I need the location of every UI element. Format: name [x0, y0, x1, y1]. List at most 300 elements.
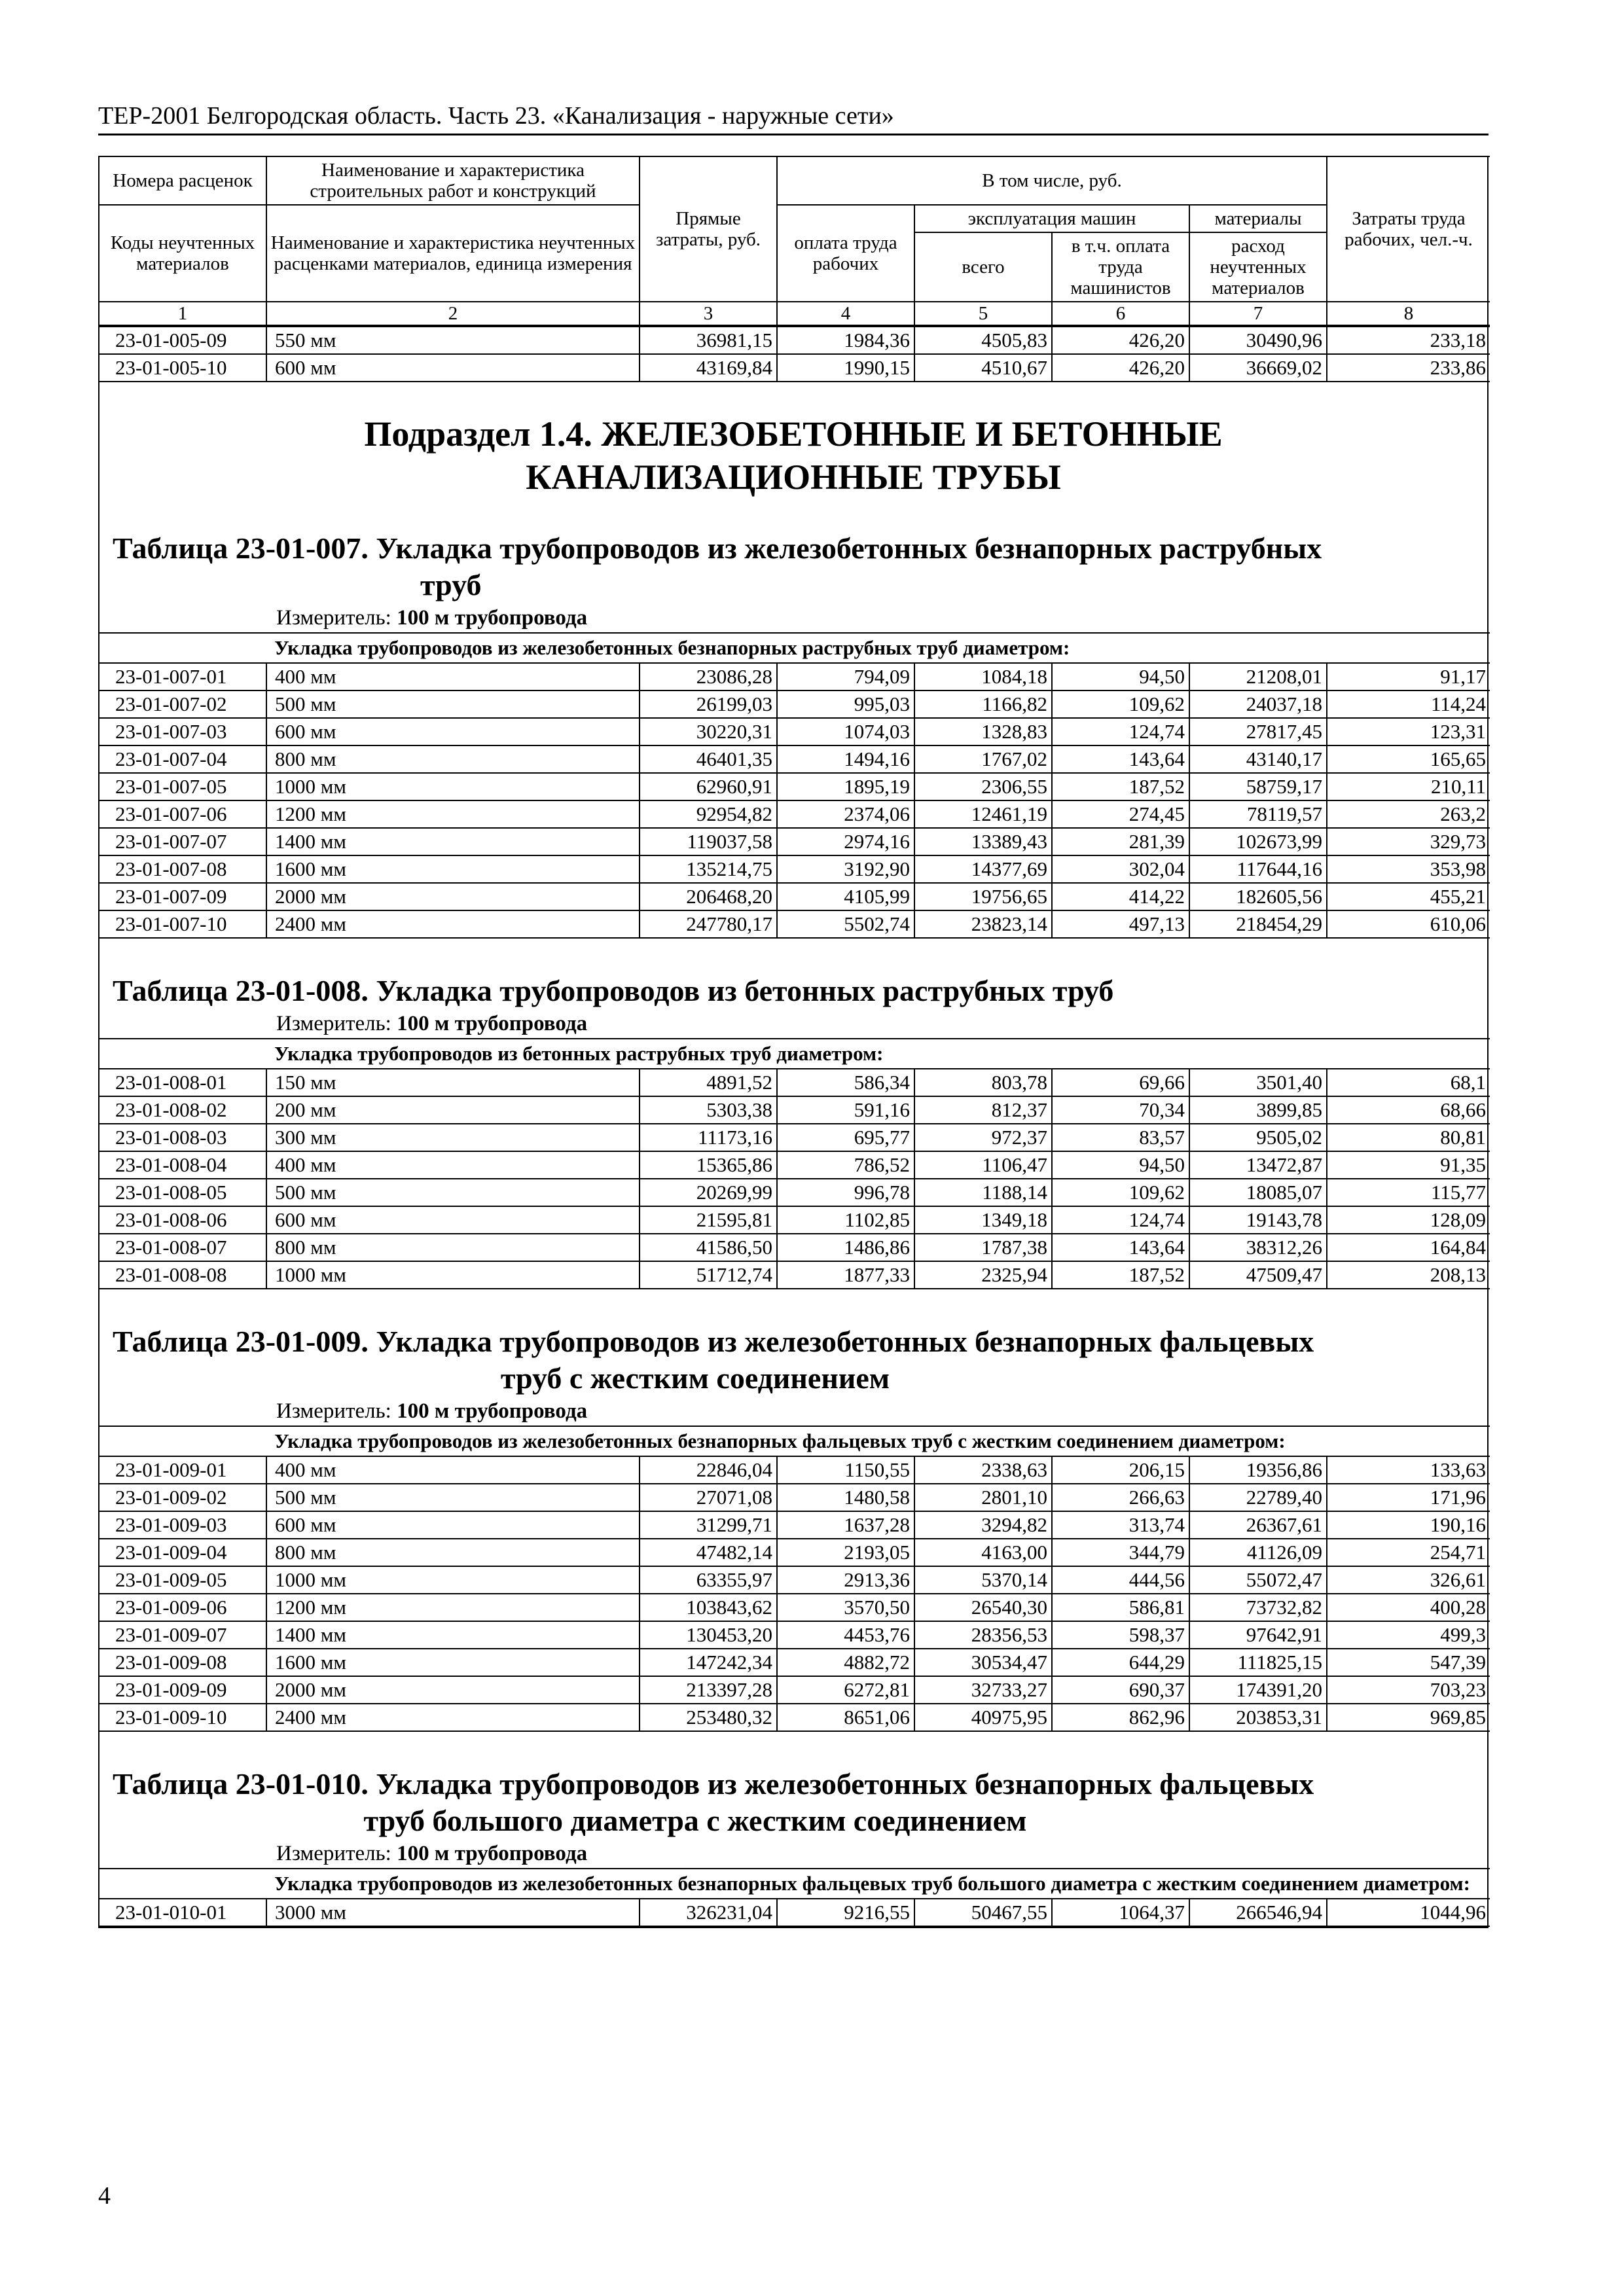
materials-cell: 13472,87: [1189, 1151, 1327, 1179]
table-row: [99, 1124, 1490, 1151]
table-title-line: Таблица 23-01-009. Укладка трубопроводов из железобетонных безнапорных фальцевых: [113, 1325, 1314, 1358]
rate-code-cell: 23-01-008-01: [99, 1069, 266, 1096]
materials-cell: 182605,56: [1189, 883, 1327, 910]
machines-total-cell: 13389,43: [914, 828, 1052, 855]
materials-cell: 24037,18: [1189, 691, 1327, 718]
direct-costs-cell: 27071,08: [640, 1484, 777, 1511]
materials-cell: 78119,57: [1189, 800, 1327, 828]
col-index: 7: [1189, 302, 1327, 325]
table-row: [99, 663, 1490, 691]
materials-cell: 111825,15: [1189, 1649, 1327, 1676]
operator-pay-cell: 274,45: [1052, 800, 1189, 828]
table-row: [99, 745, 1490, 773]
direct-costs-cell: 21595,81: [640, 1206, 777, 1234]
table-title-line: Таблица 23-01-010. Укладка трубопроводов из железобетонных безнапорных фальцевых: [113, 1767, 1314, 1801]
direct-costs-cell: 47482,14: [640, 1539, 777, 1566]
machines-total-cell: 28356,53: [914, 1621, 1052, 1649]
col-header-material-codes: Коды неучтенных материалов: [99, 205, 266, 302]
labor-hours-cell: 91,35: [1327, 1151, 1490, 1179]
labor-hours-cell: 164,84: [1327, 1234, 1490, 1261]
group-row-spacer: [99, 1869, 266, 1899]
table-title: [99, 1754, 1487, 1839]
worker-pay-cell: 1984,36: [777, 327, 914, 354]
materials-cell: 19356,86: [1189, 1456, 1327, 1484]
col-header-material-name: Наименование и характеристика неучтенных расценками материалов, единица измерения: [266, 205, 640, 302]
materials-cell: 55072,47: [1189, 1566, 1327, 1594]
direct-costs-cell: 51712,74: [640, 1261, 777, 1289]
worker-pay-cell: 1480,58: [777, 1484, 914, 1511]
diameter-cell: 2400 мм: [266, 1704, 640, 1731]
machines-total-cell: 40975,95: [914, 1704, 1052, 1731]
operator-pay-cell: 644,29: [1052, 1649, 1189, 1676]
machines-total-cell: 32733,27: [914, 1676, 1052, 1704]
operator-pay-cell: 69,66: [1052, 1069, 1189, 1096]
table-row: [99, 883, 1490, 910]
labor-hours-cell: 329,73: [1327, 828, 1490, 855]
operator-pay-cell: 187,52: [1052, 1261, 1189, 1289]
machines-total-cell: 3294,82: [914, 1511, 1052, 1539]
machines-total-cell: 5370,14: [914, 1566, 1052, 1594]
direct-costs-cell: 206468,20: [640, 883, 777, 910]
materials-cell: 3501,40: [1189, 1069, 1327, 1096]
direct-costs-cell: 46401,35: [640, 745, 777, 773]
direct-costs-cell: 22846,04: [640, 1456, 777, 1484]
machines-total-cell: 4505,83: [914, 327, 1052, 354]
worker-pay-cell: 1637,28: [777, 1511, 914, 1539]
diameter-cell: 600 мм: [266, 718, 640, 745]
operator-pay-cell: 94,50: [1052, 663, 1189, 691]
labor-hours-cell: 210,11: [1327, 773, 1490, 800]
table-row: [99, 1649, 1490, 1676]
diameter-cell: 400 мм: [266, 1151, 640, 1179]
rate-code-cell: 23-01-008-04: [99, 1151, 266, 1179]
labor-hours-cell: 610,06: [1327, 910, 1490, 938]
worker-pay-cell: 1486,86: [777, 1234, 914, 1261]
table-title-line: Таблица 23-01-008. Укладка трубопроводов из бетонных раструбных труб: [113, 974, 1114, 1007]
group-row-spacer: [99, 1426, 266, 1456]
machines-total-cell: 812,37: [914, 1096, 1052, 1124]
diameter-cell: 500 мм: [266, 1484, 640, 1511]
section-title: [99, 382, 1487, 518]
table-row: [99, 1456, 1490, 1484]
measure-unit: [99, 1397, 1487, 1426]
rate-code-cell: 23-01-005-09: [99, 327, 266, 354]
rate-table: [99, 632, 1490, 939]
table-row: [99, 354, 1490, 382]
rate-code-cell: 23-01-009-01: [99, 1456, 266, 1484]
diameter-cell: 550 мм: [266, 327, 640, 354]
direct-costs-cell: 36981,15: [640, 327, 777, 354]
labor-hours-cell: 455,21: [1327, 883, 1490, 910]
worker-pay-cell: 1990,15: [777, 354, 914, 382]
direct-costs-cell: 26199,03: [640, 691, 777, 718]
operator-pay-cell: 426,20: [1052, 354, 1189, 382]
labor-hours-cell: 114,24: [1327, 691, 1490, 718]
labor-hours-cell: 165,65: [1327, 745, 1490, 773]
rate-code-cell: 23-01-009-03: [99, 1511, 266, 1539]
diameter-cell: 600 мм: [266, 1511, 640, 1539]
rate-code-cell: 23-01-009-05: [99, 1566, 266, 1594]
col-header-material-consumption: расход неучтенных материалов: [1189, 232, 1327, 302]
worker-pay-cell: 5502,74: [777, 910, 914, 938]
operator-pay-cell: 83,57: [1052, 1124, 1189, 1151]
operator-pay-cell: 70,34: [1052, 1096, 1189, 1124]
rate-code-cell: 23-01-007-04: [99, 745, 266, 773]
materials-cell: 218454,29: [1189, 910, 1327, 938]
machines-total-cell: 1106,47: [914, 1151, 1052, 1179]
rate-code-cell: 23-01-008-07: [99, 1234, 266, 1261]
machines-total-cell: 1166,82: [914, 691, 1052, 718]
measure-unit-label: Измеритель:: [276, 1842, 391, 1865]
rate-code-cell: 23-01-007-06: [99, 800, 266, 828]
rate-code-cell: 23-01-009-04: [99, 1539, 266, 1566]
machines-total-cell: 803,78: [914, 1069, 1052, 1096]
diameter-cell: 2000 мм: [266, 883, 640, 910]
labor-hours-cell: 68,1: [1327, 1069, 1490, 1096]
materials-cell: 19143,78: [1189, 1206, 1327, 1234]
column-header-table: [99, 156, 1490, 326]
direct-costs-cell: 253480,32: [640, 1704, 777, 1731]
worker-pay-cell: 2193,05: [777, 1539, 914, 1566]
worker-pay-cell: 8651,06: [777, 1704, 914, 1731]
col-index: 1: [99, 302, 266, 325]
table-title-line: труб с жестким соединением: [500, 1361, 890, 1395]
labor-hours-cell: 263,2: [1327, 800, 1490, 828]
table-row: [99, 1151, 1490, 1179]
diameter-cell: 800 мм: [266, 1539, 640, 1566]
machines-total-cell: 26540,30: [914, 1594, 1052, 1621]
table-row: [99, 1704, 1490, 1731]
operator-pay-cell: 444,56: [1052, 1566, 1189, 1594]
diameter-cell: 200 мм: [266, 1096, 640, 1124]
rate-code-cell: 23-01-008-06: [99, 1206, 266, 1234]
direct-costs-cell: 5303,38: [640, 1096, 777, 1124]
diameter-cell: 1200 мм: [266, 1594, 640, 1621]
machines-total-cell: 4510,67: [914, 354, 1052, 382]
group-heading: Укладка трубопроводов из железобетонных безнапорных фальцевых труб большого диаметра с жестким соединением диаметром:: [266, 1869, 1490, 1899]
rate-code-cell: 23-01-007-10: [99, 910, 266, 938]
group-row: [99, 1869, 1490, 1899]
col-header-labor-hours: Затраты труда рабочих, чел.-ч.: [1327, 156, 1490, 302]
rate-code-cell: 23-01-008-08: [99, 1261, 266, 1289]
materials-cell: 26367,61: [1189, 1511, 1327, 1539]
rate-code-cell: 23-01-007-02: [99, 691, 266, 718]
diameter-cell: 1600 мм: [266, 855, 640, 883]
operator-pay-cell: 281,39: [1052, 828, 1189, 855]
materials-cell: 9505,02: [1189, 1124, 1327, 1151]
worker-pay-cell: 996,78: [777, 1179, 914, 1206]
table-row: [99, 1899, 1490, 1926]
col-header-materials: материалы: [1189, 205, 1327, 232]
rate-code-cell: 23-01-009-09: [99, 1676, 266, 1704]
rate-code-cell: 23-01-007-09: [99, 883, 266, 910]
materials-cell: 117644,16: [1189, 855, 1327, 883]
diameter-cell: 600 мм: [266, 354, 640, 382]
rate-code-cell: 23-01-009-07: [99, 1621, 266, 1649]
rate-table: [99, 1038, 1490, 1289]
col-header-rate-number: Номера расценок: [99, 156, 266, 205]
worker-pay-cell: 995,03: [777, 691, 914, 718]
direct-costs-cell: 130453,20: [640, 1621, 777, 1649]
labor-hours-cell: 499,3: [1327, 1621, 1490, 1649]
col-header-including: В том числе, руб.: [777, 156, 1327, 205]
operator-pay-cell: 598,37: [1052, 1621, 1189, 1649]
operator-pay-cell: 586,81: [1052, 1594, 1189, 1621]
table-row: [99, 1096, 1490, 1124]
col-header-worker-pay: оплата труда рабочих: [777, 205, 914, 302]
operator-pay-cell: 426,20: [1052, 327, 1189, 354]
direct-costs-cell: 20269,99: [640, 1179, 777, 1206]
worker-pay-cell: 794,09: [777, 663, 914, 691]
table-title-line: Таблица 23-01-007. Укладка трубопроводов из железобетонных безнапорных раструбных: [113, 531, 1322, 565]
group-row: [99, 1426, 1490, 1456]
operator-pay-cell: 344,79: [1052, 1539, 1189, 1566]
col-header-machine-operation: эксплуатация машин: [914, 205, 1189, 232]
operator-pay-cell: 143,64: [1052, 745, 1189, 773]
rate-code-cell: 23-01-009-02: [99, 1484, 266, 1511]
worker-pay-cell: 2374,06: [777, 800, 914, 828]
table-title: [99, 1312, 1487, 1397]
direct-costs-cell: 23086,28: [640, 663, 777, 691]
direct-costs-cell: 4891,52: [640, 1069, 777, 1096]
measure-unit-value: 100 м трубопровода: [397, 1842, 588, 1865]
worker-pay-cell: 2913,36: [777, 1566, 914, 1594]
diameter-cell: 400 мм: [266, 1456, 640, 1484]
operator-pay-cell: 109,62: [1052, 691, 1189, 718]
worker-pay-cell: 695,77: [777, 1124, 914, 1151]
operator-pay-cell: 1064,37: [1052, 1899, 1189, 1926]
worker-pay-cell: 1150,55: [777, 1456, 914, 1484]
operator-pay-cell: 143,64: [1052, 1234, 1189, 1261]
direct-costs-cell: 30220,31: [640, 718, 777, 745]
machines-total-cell: 4163,00: [914, 1539, 1052, 1566]
rate-code-cell: 23-01-010-01: [99, 1899, 266, 1926]
rate-code-cell: 23-01-008-03: [99, 1124, 266, 1151]
group-heading: Укладка трубопроводов из железобетонных безнапорных раструбных труб диаметром:: [266, 633, 1490, 663]
worker-pay-cell: 1102,85: [777, 1206, 914, 1234]
materials-cell: 22789,40: [1189, 1484, 1327, 1511]
col-header-work-name: Наименование и характеристика строительных работ и конструкций: [266, 156, 640, 205]
rate-code-cell: 23-01-005-10: [99, 354, 266, 382]
machines-total-cell: 14377,69: [914, 855, 1052, 883]
diameter-cell: 1000 мм: [266, 1566, 640, 1594]
group-row-spacer: [99, 1039, 266, 1069]
document-body: [98, 156, 1489, 1928]
worker-pay-cell: 591,16: [777, 1096, 914, 1124]
page-number: 4: [98, 2182, 111, 2210]
materials-cell: 27817,45: [1189, 718, 1327, 745]
table-row: [99, 855, 1490, 883]
worker-pay-cell: 3192,90: [777, 855, 914, 883]
direct-costs-cell: 11173,16: [640, 1124, 777, 1151]
diameter-cell: 2000 мм: [266, 1676, 640, 1704]
col-index: 5: [914, 302, 1052, 325]
rate-code-cell: 23-01-009-10: [99, 1704, 266, 1731]
diameter-cell: 1200 мм: [266, 800, 640, 828]
section-title-line: Подраздел 1.4. ЖЕЛЕЗОБЕТОННЫЕ И БЕТОННЫЕ: [364, 414, 1223, 454]
measure-unit-value: 100 м трубопровода: [397, 606, 588, 630]
table-row: [99, 800, 1490, 828]
materials-cell: 43140,17: [1189, 745, 1327, 773]
machines-total-cell: 2325,94: [914, 1261, 1052, 1289]
direct-costs-cell: 31299,71: [640, 1511, 777, 1539]
measure-unit: [99, 1839, 1487, 1868]
table-row: [99, 1621, 1490, 1649]
measure-unit-label: Измеритель:: [276, 1012, 391, 1035]
labor-hours-cell: 547,39: [1327, 1649, 1490, 1676]
labor-hours-cell: 233,86: [1327, 354, 1490, 382]
rate-table: [99, 1868, 1490, 1927]
direct-costs-cell: 41586,50: [640, 1234, 777, 1261]
diameter-cell: 1000 мм: [266, 1261, 640, 1289]
diameter-cell: 800 мм: [266, 745, 640, 773]
rate-table: [99, 1426, 1490, 1732]
table-row: [99, 327, 1490, 354]
measure-unit-label: Измеритель:: [276, 1399, 391, 1423]
direct-costs-cell: 62960,91: [640, 773, 777, 800]
group-heading: Укладка трубопроводов из бетонных раструбных труб диаметром:: [266, 1039, 1490, 1069]
labor-hours-cell: 703,23: [1327, 1676, 1490, 1704]
measure-unit-value: 100 м трубопровода: [397, 1399, 588, 1423]
machines-total-cell: 2801,10: [914, 1484, 1052, 1511]
table-row: [99, 910, 1490, 938]
table-title-line: труб: [420, 568, 482, 601]
direct-costs-cell: 92954,82: [640, 800, 777, 828]
operator-pay-cell: 124,74: [1052, 718, 1189, 745]
labor-hours-cell: 133,63: [1327, 1456, 1490, 1484]
diameter-cell: 2400 мм: [266, 910, 640, 938]
col-index: 8: [1327, 302, 1490, 325]
machines-total-cell: 1188,14: [914, 1179, 1052, 1206]
direct-costs-cell: 63355,97: [640, 1566, 777, 1594]
worker-pay-cell: 1895,19: [777, 773, 914, 800]
operator-pay-cell: 497,13: [1052, 910, 1189, 938]
materials-cell: 41126,09: [1189, 1539, 1327, 1566]
labor-hours-cell: 123,31: [1327, 718, 1490, 745]
group-row: [99, 633, 1490, 663]
labor-hours-cell: 1044,96: [1327, 1899, 1490, 1926]
rate-code-cell: 23-01-007-07: [99, 828, 266, 855]
table-title: [99, 518, 1487, 603]
machines-total-cell: 30534,47: [914, 1649, 1052, 1676]
worker-pay-cell: 4882,72: [777, 1649, 914, 1676]
labor-hours-cell: 80,81: [1327, 1124, 1490, 1151]
col-index: 6: [1052, 302, 1189, 325]
operator-pay-cell: 109,62: [1052, 1179, 1189, 1206]
labor-hours-cell: 353,98: [1327, 855, 1490, 883]
table-row: [99, 1261, 1490, 1289]
group-row: [99, 1039, 1490, 1069]
operator-pay-cell: 302,04: [1052, 855, 1189, 883]
diameter-cell: 1400 мм: [266, 1621, 640, 1649]
worker-pay-cell: 4453,76: [777, 1621, 914, 1649]
worker-pay-cell: 1074,03: [777, 718, 914, 745]
table-row: [99, 1484, 1490, 1511]
group-row-spacer: [99, 633, 266, 663]
operator-pay-cell: 266,63: [1052, 1484, 1189, 1511]
labor-hours-cell: 128,09: [1327, 1206, 1490, 1234]
operator-pay-cell: 690,37: [1052, 1676, 1189, 1704]
materials-cell: 97642,91: [1189, 1621, 1327, 1649]
labor-hours-cell: 400,28: [1327, 1594, 1490, 1621]
rate-code-cell: 23-01-007-01: [99, 663, 266, 691]
col-header-machines-total: всего: [914, 232, 1052, 302]
direct-costs-cell: 15365,86: [640, 1151, 777, 1179]
diameter-cell: 3000 мм: [266, 1899, 640, 1926]
diameter-cell: 500 мм: [266, 1179, 640, 1206]
table-row: [99, 1511, 1490, 1539]
diameter-cell: 500 мм: [266, 691, 640, 718]
materials-cell: 3899,85: [1189, 1096, 1327, 1124]
machines-total-cell: 1349,18: [914, 1206, 1052, 1234]
labor-hours-cell: 233,18: [1327, 327, 1490, 354]
col-index: 2: [266, 302, 640, 325]
materials-cell: 58759,17: [1189, 773, 1327, 800]
worker-pay-cell: 1494,16: [777, 745, 914, 773]
direct-costs-cell: 247780,17: [640, 910, 777, 938]
table-title-line: труб большого диаметра с жестким соединением: [363, 1804, 1027, 1837]
measure-unit: [99, 1009, 1487, 1038]
direct-costs-cell: 326231,04: [640, 1899, 777, 1926]
col-index: 4: [777, 302, 914, 325]
col-header-operator-pay: в т.ч. оплата труда машинистов: [1052, 232, 1189, 302]
materials-cell: 266546,94: [1189, 1899, 1327, 1926]
table-row: [99, 1206, 1490, 1234]
labor-hours-cell: 171,96: [1327, 1484, 1490, 1511]
table-row: [99, 1594, 1490, 1621]
materials-cell: 18085,07: [1189, 1179, 1327, 1206]
table-row: [99, 1179, 1490, 1206]
labor-hours-cell: 208,13: [1327, 1261, 1490, 1289]
materials-cell: 73732,82: [1189, 1594, 1327, 1621]
table-row: [99, 1234, 1490, 1261]
rate-code-cell: 23-01-009-08: [99, 1649, 266, 1676]
labor-hours-cell: 190,16: [1327, 1511, 1490, 1539]
direct-costs-cell: 213397,28: [640, 1676, 777, 1704]
table-title: [99, 961, 1487, 1009]
machines-total-cell: 1787,38: [914, 1234, 1052, 1261]
materials-cell: 102673,99: [1189, 828, 1327, 855]
carryover-rows-table: [99, 326, 1490, 382]
table-row: [99, 773, 1490, 800]
machines-total-cell: 1328,83: [914, 718, 1052, 745]
worker-pay-cell: 3570,50: [777, 1594, 914, 1621]
measure-unit-label: Измеритель:: [276, 606, 391, 630]
table-row: [99, 1069, 1490, 1096]
table-spacer: [99, 1732, 1487, 1754]
rate-code-cell: 23-01-007-05: [99, 773, 266, 800]
diameter-cell: 150 мм: [266, 1069, 640, 1096]
materials-cell: 36669,02: [1189, 354, 1327, 382]
labor-hours-cell: 91,17: [1327, 663, 1490, 691]
section-title-line: КАНАЛИЗАЦИОННЫЕ ТРУБЫ: [526, 457, 1061, 497]
direct-costs-cell: 103843,62: [640, 1594, 777, 1621]
materials-cell: 174391,20: [1189, 1676, 1327, 1704]
diameter-cell: 400 мм: [266, 663, 640, 691]
machines-total-cell: 1767,02: [914, 745, 1052, 773]
materials-cell: 30490,96: [1189, 327, 1327, 354]
rate-tables: [99, 518, 1487, 1927]
table-row: [99, 718, 1490, 745]
measure-unit-value: 100 м трубопровода: [397, 1012, 588, 1035]
worker-pay-cell: 586,34: [777, 1069, 914, 1096]
machines-total-cell: 1084,18: [914, 663, 1052, 691]
machines-total-cell: 23823,14: [914, 910, 1052, 938]
materials-cell: 21208,01: [1189, 663, 1327, 691]
labor-hours-cell: 969,85: [1327, 1704, 1490, 1731]
labor-hours-cell: 115,77: [1327, 1179, 1490, 1206]
materials-cell: 38312,26: [1189, 1234, 1327, 1261]
